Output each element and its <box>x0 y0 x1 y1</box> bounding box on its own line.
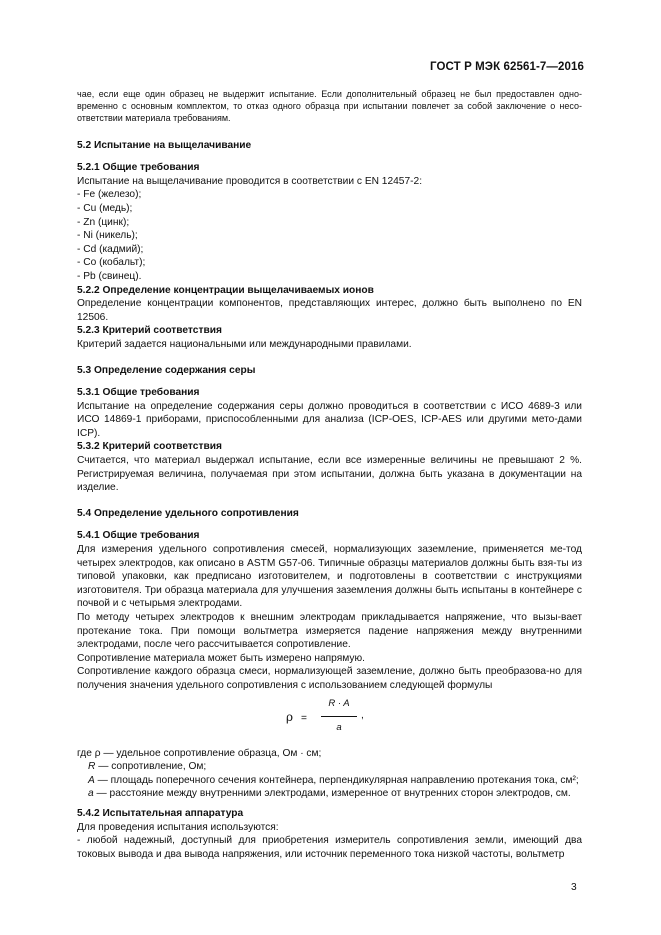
formula-lhs: ρ <box>286 709 294 724</box>
paragraph-conversion: Сопротивление каждого образца смеси, нормализующей заземление, должно быть преобразова-но для получения значения удельного сопротивления с использованием следующей формулы <box>77 666 582 691</box>
section-5-4-title: 5.4 Определение удельного сопротивления <box>77 507 299 519</box>
list-item: - Zn (цинк); <box>77 216 130 228</box>
section-5-2-1-title: 5.2.1 Общие требования <box>77 162 200 174</box>
section-5-4-1-title: 5.4.1 Общие требования <box>77 530 200 542</box>
definition-rho <box>77 747 582 761</box>
element-list <box>77 188 582 283</box>
section-5-2-2-text: Определение концентрации компонентов, представляющих интерес, должно быть выполнено по EN 12506. <box>77 298 582 323</box>
where-label: где <box>77 747 92 759</box>
formula-denominator: a <box>336 721 342 733</box>
definition-text: — сопротивление, Ом; <box>98 761 207 773</box>
section-5-4-2-text: Для проведения испытания используются: <box>77 821 279 833</box>
definition-symbol: ρ <box>94 747 101 759</box>
list-item: - Pb (свинец). <box>77 270 142 282</box>
intro-paragraph: чае, если еще один образец не выдержит испытание. Если дополнительный образец не был предоставлен одно-временно с основным комплектом, то отказ одного образца при испытании повлечет за собой заключение о несо-ответствии материала требованиям. <box>77 89 582 124</box>
section-5-3-title: 5.3 Определение содержания серы <box>77 364 256 376</box>
symbol-definitions <box>77 747 582 801</box>
definition-symbol: A <box>88 774 95 786</box>
page-content <box>77 88 582 861</box>
section-5-2-3-text: Критерий задается национальными или международными правилами. <box>77 338 412 350</box>
section-5-3-1-title: 5.3.1 Общие требования <box>77 387 200 399</box>
definition-r <box>77 760 582 774</box>
list-item: - Fe (железо); <box>77 189 142 201</box>
definition-text: — удельное сопротивление образца, Ом · см; <box>103 747 322 759</box>
document-id: ГОСТ Р МЭК 62561-7—2016 <box>430 61 584 73</box>
list-item: - Ni (никель); <box>77 230 138 242</box>
paragraph-method: По методу четырех электродов к внешним электродам прикладывается напряжение, что вызы-вает протекание тока. При помощи вольтметра измеряется падение напряжения между внутренними электродами, после чего рассчитывается сопротивление. <box>77 612 582 651</box>
formula-equals: = <box>301 712 307 724</box>
page-number: 3 <box>571 882 577 893</box>
definition-a-area <box>77 774 582 788</box>
section-5-2-title: 5.2 Испытание на выщелачивание <box>77 139 252 151</box>
section-5-4-2-item: - любой надежный, доступный для приобретения измеритель сопротивления земли, имеющий два токовых вывода и два вывода напряжения, или источник переменного тока низкой частоты, вольтметр <box>77 835 582 860</box>
resistivity-formula <box>77 697 582 745</box>
section-5-2-3-title: 5.2.3 Критерий соответствия <box>77 325 222 337</box>
definition-symbol: R <box>88 761 96 773</box>
section-5-2-1-text: Испытание на выщелачивание проводится в соответствии с EN 12457-2: <box>77 175 423 187</box>
list-item: - Cu (медь); <box>77 202 133 214</box>
formula-comma: , <box>361 709 364 721</box>
section-5-3-2-title: 5.3.2 Критерий соответствия <box>77 441 222 453</box>
definition-text: — расстояние между внутренними электродами, измеренное от внутренних сторон электродов, см. <box>96 788 571 800</box>
section-5-2-2-title: 5.2.2 Определение концентрации выщелачиваемых ионов <box>77 284 374 296</box>
section-5-3-1-text: Испытание на определение содержания серы должно проводиться в соответствии с ИСО 4689-3 или ИСО 14869-1 приборами, приспособленными для анализа (ICP-OES, ICP-AES или другими мето-дами ICP). <box>77 400 582 439</box>
paragraph-direct: Сопротивление материала может быть измерено напрямую. <box>77 652 365 664</box>
fraction-bar <box>321 716 357 717</box>
definition-text: — площадь поперечного сечения контейнера, перпендикулярная направлению протекания тока, см²; <box>97 774 579 786</box>
paragraph-four-electrode: Для измерения удельного сопротивления смесей, нормализующих заземление, применяется ме-тод четырех электродов, как описано в ASTM G57-06. Типичные образцы материалов должны быть взя-ты из типовой упаковки, как предписано изготовителем, и подготовлены в соответствии с инструкциями изготовителя. Три образца материала для улучшения заземления должны быть испытаны в контейнере с почвой и с четырьмя электродами. <box>77 544 582 610</box>
section-5-4-2-title: 5.4.2 Испытательная аппаратура <box>77 807 244 819</box>
list-item: - Co (кобальт); <box>77 257 146 269</box>
definition-a-distance <box>77 787 582 801</box>
list-item: - Cd (кадмий); <box>77 243 144 255</box>
definition-symbol: a <box>88 788 94 800</box>
section-5-3-2-text: Считается, что материал выдержал испытание, если все измеренные величины не превышают 2 %. Регистрируемая величина, получаемая при этом испытании, должна быть указана в документации на изделие. <box>77 455 582 494</box>
formula-numerator: R · A <box>328 697 350 709</box>
